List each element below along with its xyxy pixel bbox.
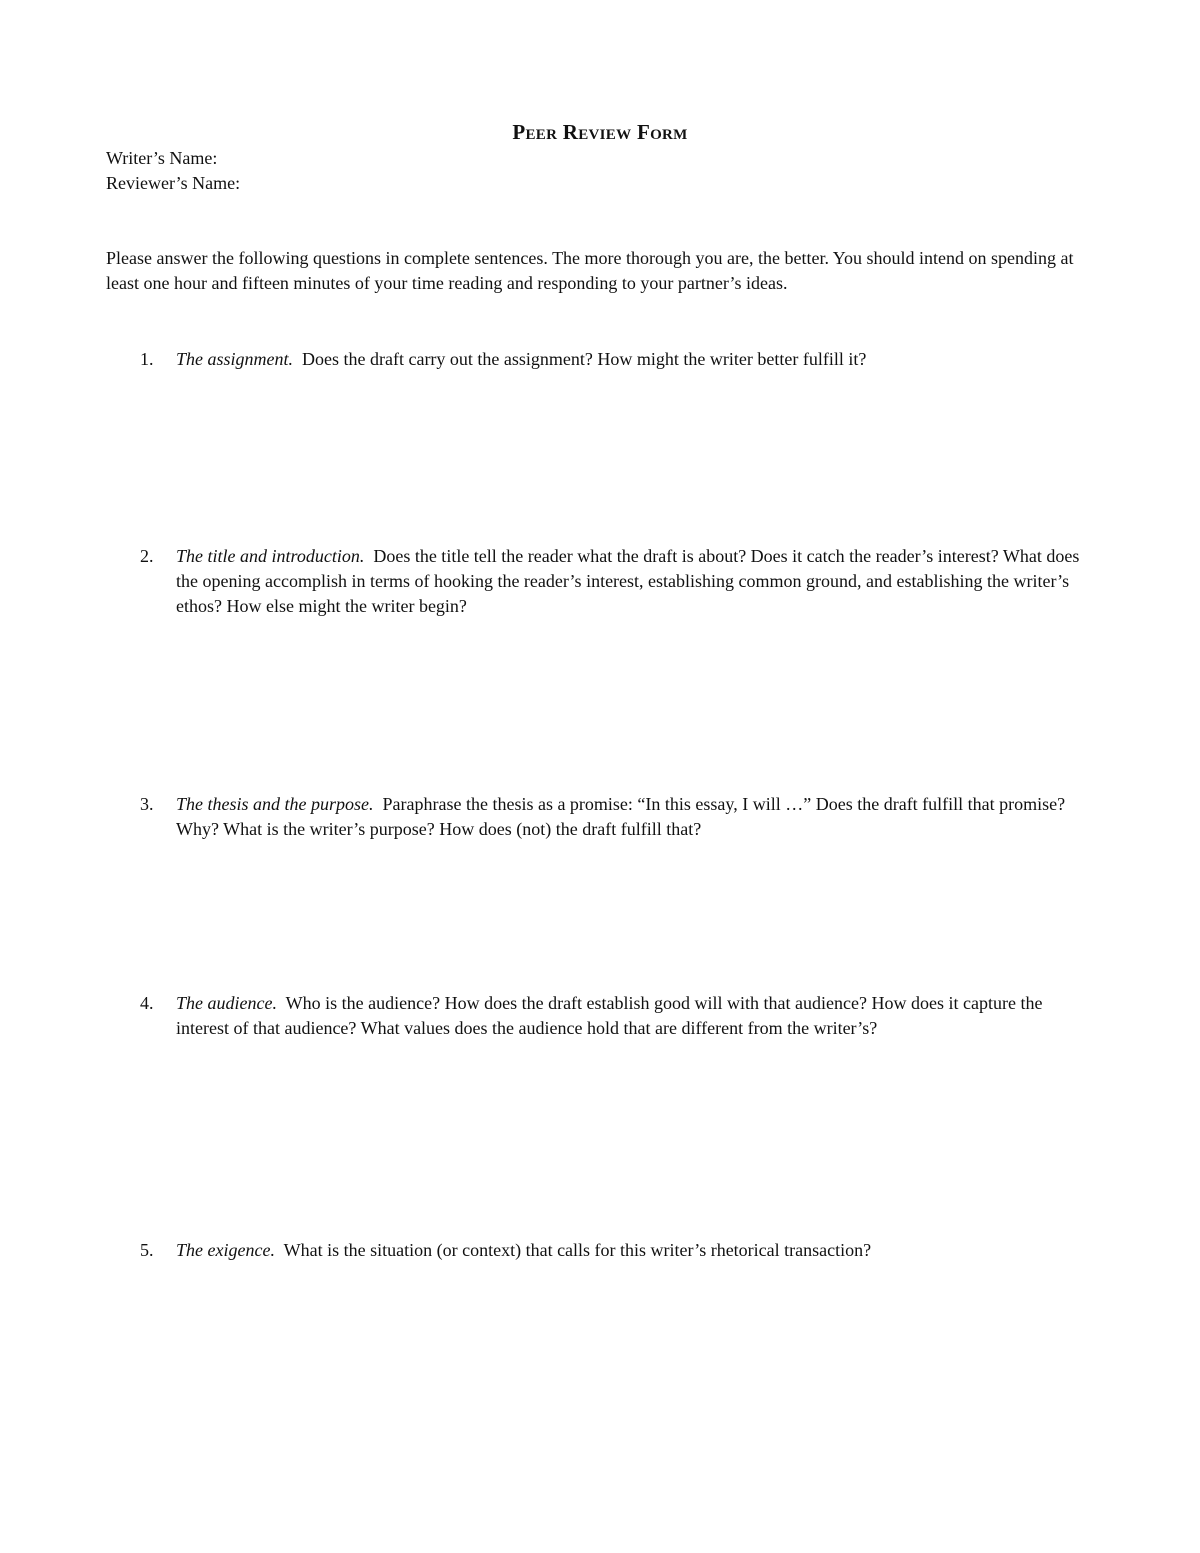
- question-text: Paraphrase the thesis as a promise: “In this essay, I will …” Does the draft fulfill that promise? Why? What is the writer’s purpose? How does (not) the draft fulfill that?: [176, 794, 1066, 839]
- question-heading: The exigence.: [176, 1240, 275, 1260]
- question-number: 2.: [140, 546, 154, 566]
- question-number: 5.: [140, 1240, 154, 1260]
- question-text: Does the draft carry out the assignment? How might the writer better fulfill it?: [302, 349, 867, 369]
- instructions-paragraph: Please answer the following questions in complete sentences. The more thorough you are, the better. You should intend on spending at least one hour and fifteen minutes of your time reading and responding to your partner’s ideas.: [106, 248, 1074, 293]
- question-heading: The audience.: [176, 993, 277, 1013]
- question-body: [176, 792, 1096, 842]
- form-title: Peer Review Form: [512, 120, 688, 144]
- question-body: [176, 544, 1096, 619]
- reviewer-name-label: Reviewer’s Name:: [106, 173, 241, 193]
- question-number: 1.: [140, 349, 154, 369]
- question-body: [176, 347, 1096, 372]
- question-number: 4.: [140, 993, 154, 1013]
- question-number: 3.: [140, 794, 154, 814]
- question-heading: The title and introduction.: [176, 546, 365, 566]
- question-text: Who is the audience? How does the draft establish good will with that audience? How does it capture the interest of that audience? What values does the audience hold that are different from the writer’s?: [176, 993, 1043, 1038]
- question-body: [176, 991, 1096, 1041]
- question-heading: The assignment.: [176, 349, 293, 369]
- writer-name-label: Writer’s Name:: [106, 148, 218, 168]
- question-text: Does the title tell the reader what the draft is about? Does it catch the reader’s interest? What does the opening accomplish in terms of hooking the reader’s interest, establishing common ground, and establishing the writer’s ethos? How else might the writer begin?: [176, 546, 1080, 616]
- question-heading: The thesis and the purpose.: [176, 794, 374, 814]
- question-text: What is the situation (or context) that calls for this writer’s rhetorical transaction?: [283, 1240, 872, 1260]
- question-body: [176, 1238, 1096, 1263]
